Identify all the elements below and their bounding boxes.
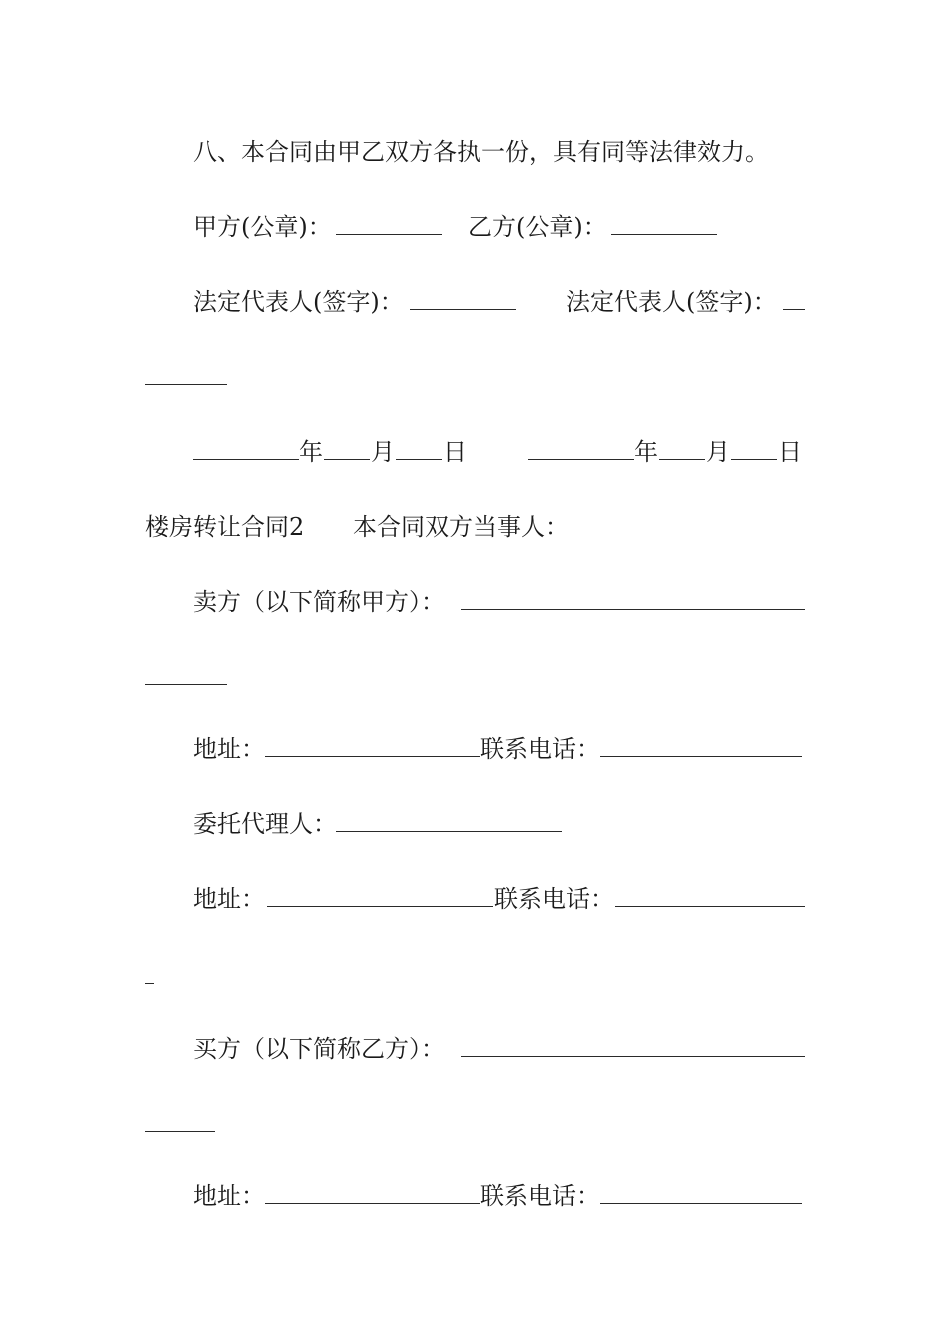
parties-intro: 本合同双方当事人： xyxy=(353,513,569,541)
rep-a-signature-blank[interactable] xyxy=(410,309,516,310)
rep-b-signature-blank[interactable] xyxy=(783,309,805,310)
rep-b-signature-blank-continued[interactable] xyxy=(145,384,227,385)
seller-label: 卖方（以下简称甲方）： xyxy=(193,588,445,616)
date-b-day-label: 日 xyxy=(778,438,802,466)
rep-b-label: 法定代表人(签字)： xyxy=(566,288,777,316)
agent-phone-blank-continued[interactable] xyxy=(145,983,154,984)
date-a-month-label: 月 xyxy=(371,438,395,466)
date-b-day-blank[interactable] xyxy=(731,459,777,460)
date-b-month-blank[interactable] xyxy=(659,459,705,460)
date-a-day-label: 日 xyxy=(443,438,467,466)
buyer-name-blank[interactable] xyxy=(461,1056,805,1057)
date-b-year-blank[interactable] xyxy=(528,459,634,460)
date-b-month-label: 月 xyxy=(706,438,730,466)
party-a-seal-label: 甲方(公章)： xyxy=(193,213,332,241)
buyer-name-blank-continued[interactable] xyxy=(145,1131,215,1132)
buyer-phone-blank[interactable] xyxy=(600,1203,802,1204)
agent-phone-label: 联系电话： xyxy=(494,885,614,913)
agent-address-label: 地址： xyxy=(193,885,265,913)
agent-address-blank[interactable] xyxy=(267,906,493,907)
seller-name-blank-continued[interactable] xyxy=(145,684,227,685)
agent-label: 委托代理人： xyxy=(193,810,337,838)
seller-address-label: 地址： xyxy=(193,735,265,763)
party-b-seal-blank[interactable] xyxy=(611,234,717,235)
agent-name-blank[interactable] xyxy=(336,831,562,832)
seller-phone-label: 联系电话： xyxy=(480,735,600,763)
date-a-month-blank[interactable] xyxy=(324,459,370,460)
buyer-address-blank[interactable] xyxy=(265,1203,480,1204)
date-a-year-blank[interactable] xyxy=(193,459,299,460)
party-b-seal-label: 乙方(公章)： xyxy=(468,213,607,241)
agent-phone-blank[interactable] xyxy=(615,906,805,907)
buyer-address-label: 地址： xyxy=(193,1182,265,1210)
party-a-seal-blank[interactable] xyxy=(336,234,442,235)
date-a-day-blank[interactable] xyxy=(396,459,442,460)
contract-title: 楼房转让合同2 xyxy=(145,513,305,541)
date-b-year-label: 年 xyxy=(634,438,658,466)
date-a-year-label: 年 xyxy=(299,438,323,466)
seller-name-blank[interactable] xyxy=(461,609,805,610)
seller-address-blank[interactable] xyxy=(265,756,480,757)
seller-phone-blank[interactable] xyxy=(600,756,802,757)
buyer-label: 买方（以下简称乙方）： xyxy=(193,1035,445,1063)
clause-eight-text: 八、本合同由甲乙双方各执一份，具有同等法律效力。 xyxy=(193,138,769,166)
buyer-phone-label: 联系电话： xyxy=(480,1182,600,1210)
rep-a-label: 法定代表人(签字)： xyxy=(193,288,404,316)
